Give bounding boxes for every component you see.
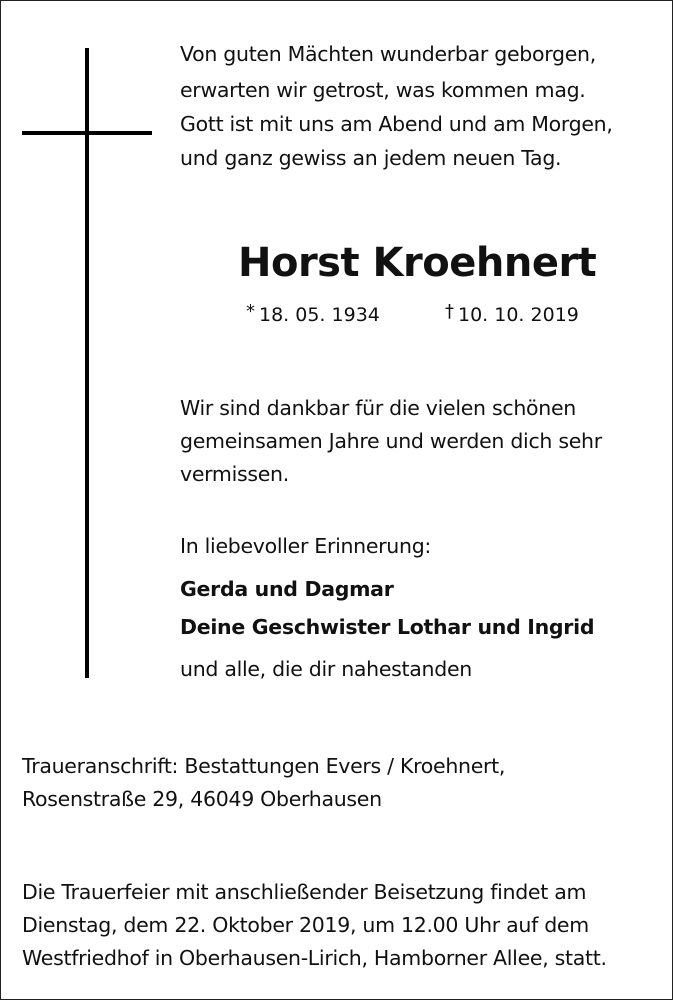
deceased-name: Horst Kroehnert — [238, 240, 597, 286]
poem-line-4: und ganz gewiss an jedem neuen Tag. — [180, 146, 562, 170]
poem-line-3: Gott ist mit uns am Abend und am Morgen, — [180, 112, 613, 136]
mourners-line-3: und alle, die dir nahestanden — [180, 657, 472, 681]
mourners-line-1: Gerda und Dagmar — [180, 577, 394, 601]
mourners-intro: In liebevoller Erinnerung: — [180, 534, 432, 558]
birth-date-value: 18. 05. 1934 — [259, 304, 380, 326]
message-line-1: Wir sind dankbar für die vielen schönen — [180, 396, 576, 420]
address-line-1: Traueranschrift: Bestattungen Evers / Kroehnert, — [22, 754, 506, 778]
poem-line-2: erwarten wir getrost, was kommen mag. — [180, 78, 586, 102]
birth-date — [246, 301, 380, 326]
funeral-line-3: Westfriedhof in Oberhausen-Lirich, Hamborner Allee, statt. — [22, 946, 607, 970]
cross-icon-vertical-bar — [85, 48, 89, 678]
death-date-value: 10. 10. 2019 — [458, 304, 579, 326]
birth-symbol: * — [246, 301, 255, 322]
funeral-line-1: Die Trauerfeier mit anschließender Beisetzung findet am — [22, 880, 587, 904]
message-line-3: vermissen. — [180, 462, 289, 486]
message-line-2: gemeinsamen Jahre und werden dich sehr — [180, 429, 602, 453]
cross-icon-horizontal-bar — [22, 131, 152, 135]
death-symbol: † — [445, 301, 454, 322]
funeral-line-2: Dienstag, dem 22. Oktober 2019, um 12.00 Uhr auf dem — [22, 913, 589, 937]
address-line-2: Rosenstraße 29, 46049 Oberhausen — [22, 787, 382, 811]
death-date — [445, 301, 579, 326]
poem-line-1: Von guten Mächten wunderbar geborgen, — [180, 42, 596, 66]
mourners-line-2: Deine Geschwister Lothar und Ingrid — [180, 615, 595, 639]
